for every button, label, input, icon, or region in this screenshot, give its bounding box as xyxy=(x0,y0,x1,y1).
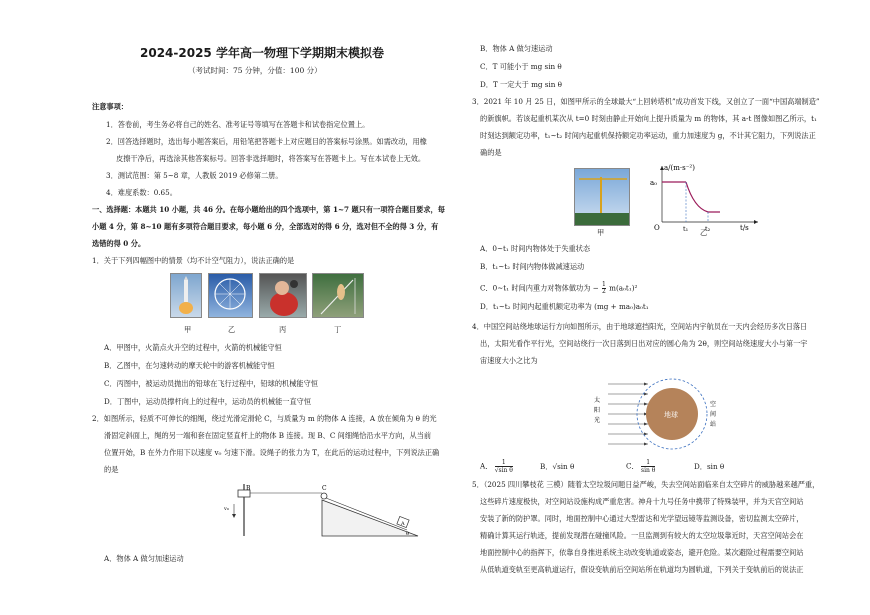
q2-option: D．T 一定大于 mg sin θ xyxy=(480,80,562,89)
option-letter: A． xyxy=(480,461,493,471)
q2-stem: 位置开始，B 在外力作用下以速度 v₀ 匀速下滑。设绳子的张力为 T，在此后的运动过程中，下列说法正确 xyxy=(104,448,440,457)
q3-option-c-fraction xyxy=(602,282,606,295)
q1-option: D．丁图中，运动员撑杆向上的过程中，运动员的机械能一直守恒 xyxy=(104,397,312,406)
q3-stem: 时刻达到额定功率，t₁~t₂ 时间内起重机保持额定功率运动，重力加速度为 g，不计其它阻力，下列说法正 xyxy=(480,131,816,140)
q3-stem: 3．2021 年 10 月 25 日，如图甲所示的全球最大“上回转塔机”成功首发下线，又创立了一面“中国高端制造” xyxy=(472,97,820,106)
q4-option-c xyxy=(626,459,655,474)
q1-label-d: 丁 xyxy=(334,325,342,334)
q3-option: B．t₁~t₂ 时间内物体做减速运动 xyxy=(480,262,585,271)
q1-photo-rocket xyxy=(170,273,202,318)
q4-stem: 出，太阳光看作平行光，空间站绕行一次日落到日出对应的圆心角为 2θ，则空间站绕速度大小与第一宇 xyxy=(480,339,808,348)
q3-option-c-tail: m(a₀t₁)² xyxy=(609,283,638,293)
q3-yaxis-label: a/(m·s⁻²) xyxy=(664,164,695,172)
q2-incline-figure xyxy=(222,480,422,540)
exam-title: 2024-2025 学年高一物理下学期期末模拟卷 xyxy=(140,46,384,60)
q4-option-a xyxy=(480,459,513,474)
q4-sun-label-char: 光 xyxy=(594,417,601,424)
section-instructions: 小题 4 分，第 8~10 题有多项符合题目要求，每小题 6 分，全部选对的得 6 分，选对但不全的得 3 分，有 xyxy=(92,222,439,231)
q1-stem: 1．关于下列四幅图中的情景（均不计空气阻力），说法正确的是 xyxy=(92,256,295,265)
q2-fig-label-theta: θ xyxy=(406,531,410,537)
q2-option: B．物体 A 做匀速运动 xyxy=(480,44,553,53)
q2-stem: 滑固定斜面上，绳的另一端和套在固定竖直杆上的物体 B 连接。现 B、C 间细绳恰沿水平方向，从当前 xyxy=(104,431,432,440)
q3-a0-label: a₀ xyxy=(650,179,657,187)
q3-fig-label-left: 甲 xyxy=(597,228,605,237)
q2-fig-label-c: C xyxy=(322,485,327,492)
fraction-denominator: sin θ xyxy=(640,467,656,474)
option-letter: C． xyxy=(626,461,639,471)
q1-photo-ferris-wheel xyxy=(208,273,253,318)
q5-stem: 地面控制中心的指挥下，依靠自身推进系统主动改变轨道或姿态，避开危险。某次避险过程需要空间站 xyxy=(480,548,804,557)
exam-subtitle: （考试时间：75 分钟，分值：100 分） xyxy=(188,66,322,75)
q4-option-a-fraction xyxy=(495,459,513,474)
q5-stem: 安装了新的防护罩。同时，地面控制中心通过大型雷达和光学望远镜等监测设备，密切监测太空碎片， xyxy=(480,514,804,523)
q2-fig-label-a: A xyxy=(401,521,405,527)
q4-stem: 4．中国空间站绕地球运行方向如图所示，由于地球遮挡阳光，空间站内宇航员在一天内会经历多次日落日 xyxy=(472,322,808,331)
option-value: √sin θ xyxy=(552,462,575,471)
q3-option: A．0~t₁ 时间内物体处于失重状态 xyxy=(480,244,591,253)
fraction-denominator: 2 xyxy=(602,288,606,295)
q5-stem: 5．（2025 四川攀枝花 三模）随着太空垃圾问题日益严峻，失去空间站面临来自太空碎片的威胁越来越严重， xyxy=(472,480,820,489)
q4-sun-label-char: 阳 xyxy=(594,407,601,414)
fraction-numerator: 1 xyxy=(495,459,513,467)
q1-option: C．丙图中，被运动员抛出的铅球在飞行过程中，铅球的机械能守恒 xyxy=(104,379,318,388)
q1-photo-shot-put xyxy=(259,273,307,318)
note-item: 皮擦干净后，再选涂其他答案标号。回答非选择题时，将答案写在答题卡上。写在本试卷上无效。 xyxy=(116,154,426,163)
section-instructions: 选错的得 0 分。 xyxy=(92,239,146,248)
q3-option-c-text: C．0~t₁ 时间内重力对物体做功为 − xyxy=(480,283,599,293)
q2-stem: 2．如图所示，轻质不可伸长的细绳，绕过光滑定滑轮 C，与质量为 m 的物体 A 连接，A 放在倾角为 θ 的光 xyxy=(92,414,437,423)
q3-stem: 的新旗帜。若该起重机某次从 t=0 时刻由静止开始向上提升质量为 m 的物体，其 a-t 图像如图乙所示，t₁ xyxy=(480,114,817,123)
q4-station-label-char: 间 xyxy=(710,411,717,418)
q4-earth-label: 地球 xyxy=(664,411,678,419)
note-item: 3．测试范围：第 5~8 章，人教版 2019 必修第二册。 xyxy=(106,171,283,180)
q1-label-a: 甲 xyxy=(184,325,192,334)
q4-option-b xyxy=(540,462,574,471)
q1-option: A．甲图中，火箭点火升空的过程中，火箭的机械能守恒 xyxy=(104,343,282,352)
q4-station-label-char: 站 xyxy=(710,421,717,428)
q1-photo-pole-vault xyxy=(312,273,364,318)
q4-option-c-fraction xyxy=(641,459,655,474)
q5-stem: 精确计算其运行轨迹，提前发现潜在碰撞风险。一旦监测到有较大的太空垃圾靠近时，天宫空间站会在 xyxy=(480,531,804,540)
q2-option: C．T 可能小于 mg sin θ xyxy=(480,62,562,71)
q4-stem: 宙速度大小之比为 xyxy=(480,356,538,365)
q3-at-graph xyxy=(648,160,763,236)
q3-option: D．t₁~t₂ 时间内起重机额定功率为 (mg + ma₀)a₀t₁ xyxy=(480,302,649,311)
q3-stem: 确的是 xyxy=(480,148,502,157)
q5-stem: 从低轨道变轨至更高轨道运行，假设变轨前后空间站所在轨道均为圆轨道，下列关于变轨前后的说法正 xyxy=(480,565,804,574)
q4-orbit-figure xyxy=(590,372,720,454)
q3-fig-label-right: 乙 xyxy=(700,228,708,237)
option-value: sin θ xyxy=(706,462,725,471)
q2-fig-label-v0: v₀ xyxy=(224,506,229,512)
q4-option-d xyxy=(694,462,724,471)
q3-xaxis-label: t/s xyxy=(740,224,749,232)
q1-option: B．乙图中，在匀速转动的摩天轮中的游客机械能守恒 xyxy=(104,361,275,370)
q3-option xyxy=(480,282,637,295)
note-item: 2．回答选择题时，选出每小题答案后，用铅笔把答题卡上对应题目的答案标号涂黑。如需改动，用橡 xyxy=(106,137,427,146)
fraction-numerator: 1 xyxy=(641,459,655,467)
q2-stem: 的是 xyxy=(104,465,119,474)
note-item: 1．答卷前，考生务必将自己的姓名、准考证号等填写在答题卡和试卷指定位置上。 xyxy=(106,120,370,129)
q3-t1-label: t₁ xyxy=(683,225,689,233)
q4-sun-label-char: 太 xyxy=(594,397,601,404)
q2-fig-label-b: B xyxy=(246,485,251,492)
q2-option: A．物体 A 做匀加速运动 xyxy=(104,554,184,563)
q3-origin-label: O xyxy=(654,224,660,232)
q1-label-c: 丙 xyxy=(279,325,287,334)
q1-label-b: 乙 xyxy=(228,325,236,334)
fraction-denominator: √sin θ xyxy=(494,467,513,474)
q3-t2-label: t₂ xyxy=(705,225,711,233)
section-instructions: 一、选择题：本题共 10 小题，共 46 分。在每小题给出的四个选项中，第 1~7 题只有一项符合题目要求，每 xyxy=(92,205,445,214)
q3-crane-photo xyxy=(574,168,630,226)
option-letter: D． xyxy=(694,462,707,471)
option-letter: B． xyxy=(540,462,553,471)
note-item: 4．难度系数：0.65。 xyxy=(106,188,177,197)
q4-station-label-char: 空 xyxy=(710,401,717,408)
q5-stem: 这些碎片速度极快，对空间站设施构成严重危害。神舟十九号任务中携带了特殊装甲，并为天宫空间站 xyxy=(480,497,804,506)
fraction-numerator: 1 xyxy=(602,281,606,288)
notes-heading: 注意事项： xyxy=(92,102,128,111)
